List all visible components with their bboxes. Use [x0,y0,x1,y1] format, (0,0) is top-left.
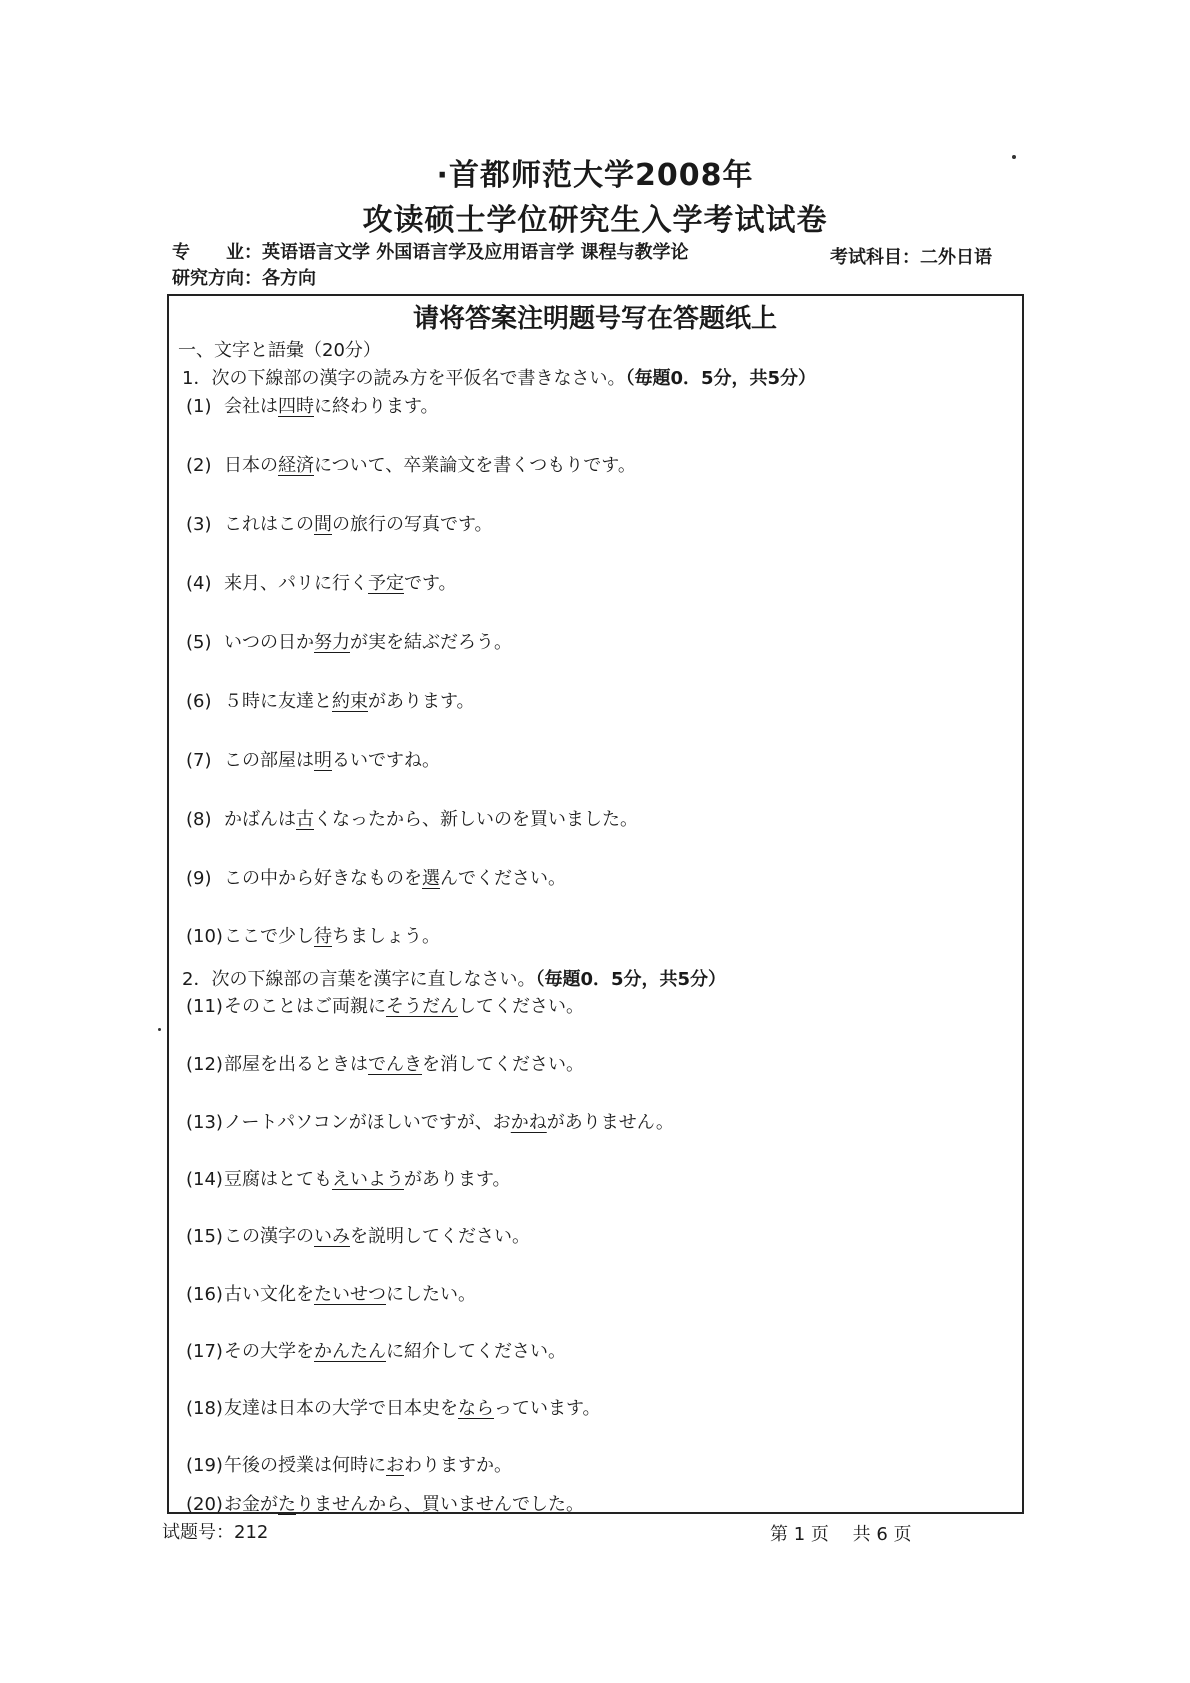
underlined-word: かんたん [314,1341,386,1362]
major-line: 专 业：英语语言文学 外国语言学及应用语言学 课程与教学论 [172,242,689,263]
question-item [186,805,638,831]
underlined-word: 四時 [278,396,314,417]
question-text: が実を結ぶだろう。 [350,632,512,653]
question-text: に終わります。 [314,396,439,417]
question-number: (20) [186,1494,223,1515]
question-text: そのことはご両親に [224,996,386,1017]
question-text: を説明してください。 [350,1226,530,1247]
question-text: りませんから、買いませんでした。 [296,1494,584,1515]
question-text: 午後の授業は何時に [224,1455,386,1476]
question-item [186,1394,601,1420]
question-item [186,451,636,477]
underlined-word: でんき [368,1054,422,1075]
question-text: 日本の [224,455,278,476]
question-text: その大学を [224,1341,314,1362]
question-text: 古い文化を [224,1284,314,1305]
question-text: これはこの [224,514,314,535]
underlined-word: いみ [314,1226,350,1247]
university-title: ·首都师范大学2008年 [436,158,754,193]
question-text: かばんは [224,809,296,830]
question-item [186,569,457,595]
question-number: (19) [186,1455,223,1476]
part1-instruction-text: 1．次の下線部の漢字の読み方を平仮名で書きなさい。 [182,368,626,389]
question-text: 部屋を出るときは [224,1054,368,1075]
question-item [186,864,566,890]
question-text: 来月、パリに行く [224,573,368,594]
question-number: (6) [186,691,212,712]
underlined-word: た [278,1494,296,1515]
question-text: るいですね。 [332,750,440,771]
underlined-word: お [386,1455,404,1476]
question-text: この部屋は [224,750,314,771]
question-item [186,1050,584,1076]
exam-subject: 考试科目：二外日语 [830,247,992,268]
question-number: (8) [186,809,212,830]
underlined-word: 間 [314,514,332,535]
question-text: ここで少し [224,926,314,947]
question-text: ノートパソコンがほしいですが、お [224,1112,511,1133]
question-number: (17) [186,1341,223,1362]
question-item [186,992,584,1018]
underlined-word: かね [510,1112,547,1133]
question-item [186,1165,511,1191]
question-item [186,1222,530,1248]
question-text: がありません。 [546,1112,674,1133]
question-item [186,1280,476,1306]
question-number: (10) [186,926,223,947]
question-text: の旅行の写真です。 [332,514,493,535]
question-number: (14) [186,1169,223,1190]
question-text: にしたい。 [386,1284,476,1305]
part2-instruction-text: 2．次の下線部の言葉を漢字に直しなさい。 [182,969,536,990]
question-text: っています。 [494,1398,601,1419]
page-indicator: 第 1 页 共 6 页 [770,1524,912,1545]
underlined-word: 古 [296,809,314,830]
underlined-word: 努力 [314,632,350,653]
question-item [186,392,439,418]
question-number: (3) [186,514,212,535]
question-item [186,1451,512,1477]
question-number: (16) [186,1284,223,1305]
underlined-word: 選 [422,868,440,889]
part1-instruction [182,364,816,390]
question-text: があります。 [404,1169,511,1190]
question-text: この中から好きなものを [224,868,422,889]
underlined-word: 明 [314,750,332,771]
question-text: わりますか。 [404,1455,512,1476]
question-item [186,1490,584,1516]
underlined-word: 待 [314,926,332,947]
exam-number: 试题号：212 [162,1522,269,1543]
question-text: です。 [404,573,457,594]
underlined-word: えいよう [332,1169,404,1190]
question-number: (11) [186,996,223,1017]
underlined-word: 経済 [278,455,314,476]
question-number: (18) [186,1398,223,1419]
question-number: (7) [186,750,212,771]
part2-instruction [182,965,726,991]
underlined-word: 約束 [332,691,368,712]
underlined-word: 予定 [368,573,404,594]
question-text: 豆腐はとても [224,1169,332,1190]
exam-title: 攻读硕士学位研究生入学考试试卷 [362,203,828,238]
question-item [186,687,475,713]
question-text: お金が [224,1494,278,1515]
part2-points: （毎題0．5分，共5分） [535,969,727,990]
question-item [186,922,440,948]
scan-speck [158,1028,161,1031]
question-number: (13) [186,1112,223,1133]
answer-notice: 请将答案注明题号写在答题纸上 [412,304,777,334]
underlined-word: そうだん [386,996,458,1017]
question-number: (4) [186,573,212,594]
question-text: に紹介してください。 [386,1341,566,1362]
question-text: ちましょう。 [332,926,440,947]
question-number: (2) [186,455,212,476]
question-item [186,510,493,536]
question-text: 会社は [224,396,278,417]
underlined-word: たいせつ [314,1284,386,1305]
question-item [186,746,440,772]
question-text: この漢字の [224,1226,314,1247]
question-text: があります。 [368,691,475,712]
question-text: 友達は日本の大学で日本史を [224,1398,458,1419]
question-item [186,628,512,654]
question-item [186,1108,674,1134]
question-number: (12) [186,1054,223,1075]
scan-speck [1012,155,1016,159]
question-text: んでください。 [440,868,566,889]
question-number: (1) [186,396,212,417]
question-text: について、卒業論文を書くつもりです。 [314,455,636,476]
question-number: (9) [186,868,212,889]
question-item [186,1337,566,1363]
part1-points: （毎題0．5分，共5分） [625,368,817,389]
question-text: してください。 [458,996,584,1017]
research-direction: 研究方向：各方向 [172,268,316,289]
question-text: いつの日か [224,632,314,653]
question-number: (5) [186,632,212,653]
question-box [167,294,1024,1514]
question-text: くなったから、新しいのを買いました。 [314,809,638,830]
section-heading: 一、文字と語彙（20分） [178,340,381,361]
question-number: (15) [186,1226,223,1247]
question-text: ５時に友達と [224,691,332,712]
underlined-word: なら [458,1398,494,1419]
question-text: を消してください。 [422,1054,584,1075]
